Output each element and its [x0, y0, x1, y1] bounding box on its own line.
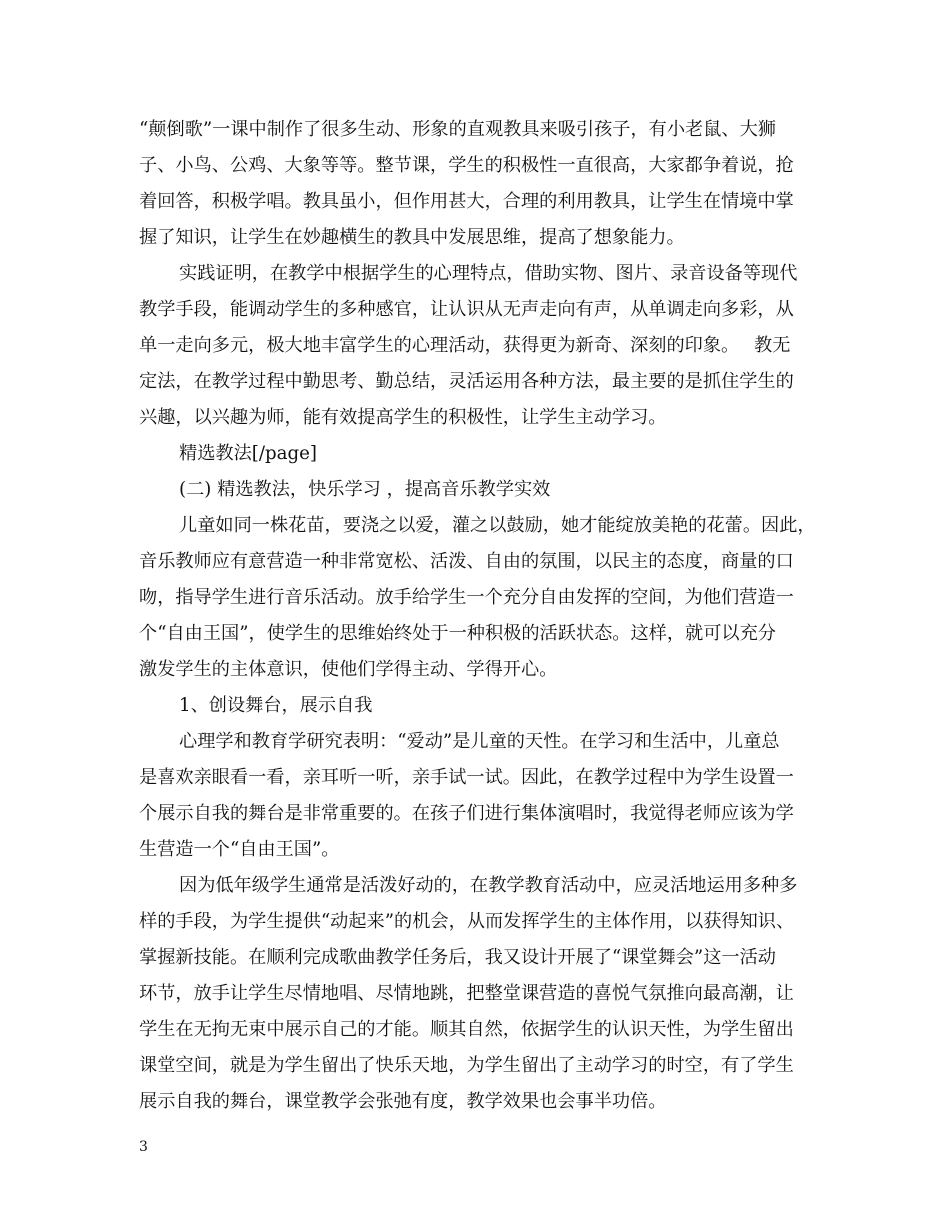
- text-line: 展示自我的舞台，课堂教学会张弛有度，教学效果也会事半功倍。: [139, 1091, 667, 1112]
- section-heading: (二) 精选教法，快乐学习 ，提高音乐教学实效: [179, 479, 551, 500]
- subsection-heading: 1、创设舞台，展示自我: [179, 695, 373, 716]
- text-line: 实践证明，在教学中根据学生的心理特点，借助实物、图片、录音设备等现代: [179, 263, 798, 284]
- page-number: 3: [139, 1139, 148, 1155]
- text-line: 兴趣，以兴趣为师，能有效提高学生的积极性，让学生主动学习。: [139, 407, 667, 428]
- text-line: 掌握新技能。在顺利完成歌曲教学任务后，我又设计开展了“课堂舞会”这一活动: [139, 947, 776, 968]
- text-line: 环节，放手让学生尽情地唱、尽情地跳，把整堂课营造的喜悦气氛推向最高潮，让: [139, 983, 794, 1004]
- text-line: 心理学和教育学研究表明：“爱动”是儿童的天性。在学习和生活中，儿童总: [179, 731, 780, 752]
- text-line: 个展示自我的舞台是非常重要的。在孩子们进行集体演唱时，我觉得老师应该为学: [139, 803, 794, 824]
- text-line: 子、小鸟、公鸡、大象等等。整节课，学生的积极性一直很高，大家都争着说，抢: [139, 155, 794, 176]
- text-line: 单一走向多元，极大地丰富学生的心理活动，获得更为新奇、深刻的印象。 教无: [139, 335, 791, 356]
- document-body: [139, 112, 819, 1120]
- text-line: 课堂空间，就是为学生留出了快乐天地，为学生留出了主动学习的时空，有了学生: [139, 1055, 794, 1076]
- text-line: 个“自由王国”，使学生的思维始终处于一种积极的活跃状态。这样，就可以充分: [139, 623, 776, 644]
- text-line: 生营造一个“自由王国”。: [139, 839, 340, 860]
- text-line: 激发学生的主体意识，使他们学得主动、学得开心。: [139, 659, 558, 680]
- text-line: 学生在无拘无束中展示自己的才能。顺其自然，依据学生的认识天性，为学生留出: [139, 1019, 794, 1040]
- text-line: 吻，指导学生进行音乐活动。放手给学生一个充分自由发挥的空间，为他们营造一: [139, 587, 794, 608]
- text-line: 握了知识，让学生在妙趣横生的教具中发展思维，提高了想象能力。: [139, 227, 685, 248]
- text-line: 样的手段，为学生提供“动起来”的机会，从而发挥学生的主体作用，以获得知识、: [139, 911, 795, 932]
- text-line: 着回答，积极学唱。教具虽小，但作用甚大，合理的利用教具，让学生在情境中掌: [139, 191, 794, 212]
- text-line: 因为低年级学生通常是活泼好动的，在教学教育活动中，应灵活地运用多种多: [179, 875, 798, 896]
- text-line: 定法，在教学过程中勤思考、勤总结，灵活运用各种方法，最主要的是抓住学生的: [139, 371, 794, 392]
- text-line: 音乐教师应有意营造一种非常宽松、活泼、自由的氛围，以民主的态度，商量的口: [139, 551, 794, 572]
- section-marker: 精选教法[/page]: [179, 443, 317, 464]
- text-line: 教学手段，能调动学生的多种感官，让认识从无声走向有声，从单调走向多彩，从: [139, 299, 794, 320]
- text-line: 儿童如同一株花苗，要浇之以爱，灌之以鼓励，她才能绽放美艳的花蕾。因此，: [179, 515, 816, 536]
- text-line: 是喜欢亲眼看一看，亲耳听一听，亲手试一试。因此，在教学过程中为学生设置一: [139, 767, 794, 788]
- text-line: “颠倒歌”一课中制作了很多生动、形象的直观教具来吸引孩子，有小老鼠、大狮: [139, 119, 776, 140]
